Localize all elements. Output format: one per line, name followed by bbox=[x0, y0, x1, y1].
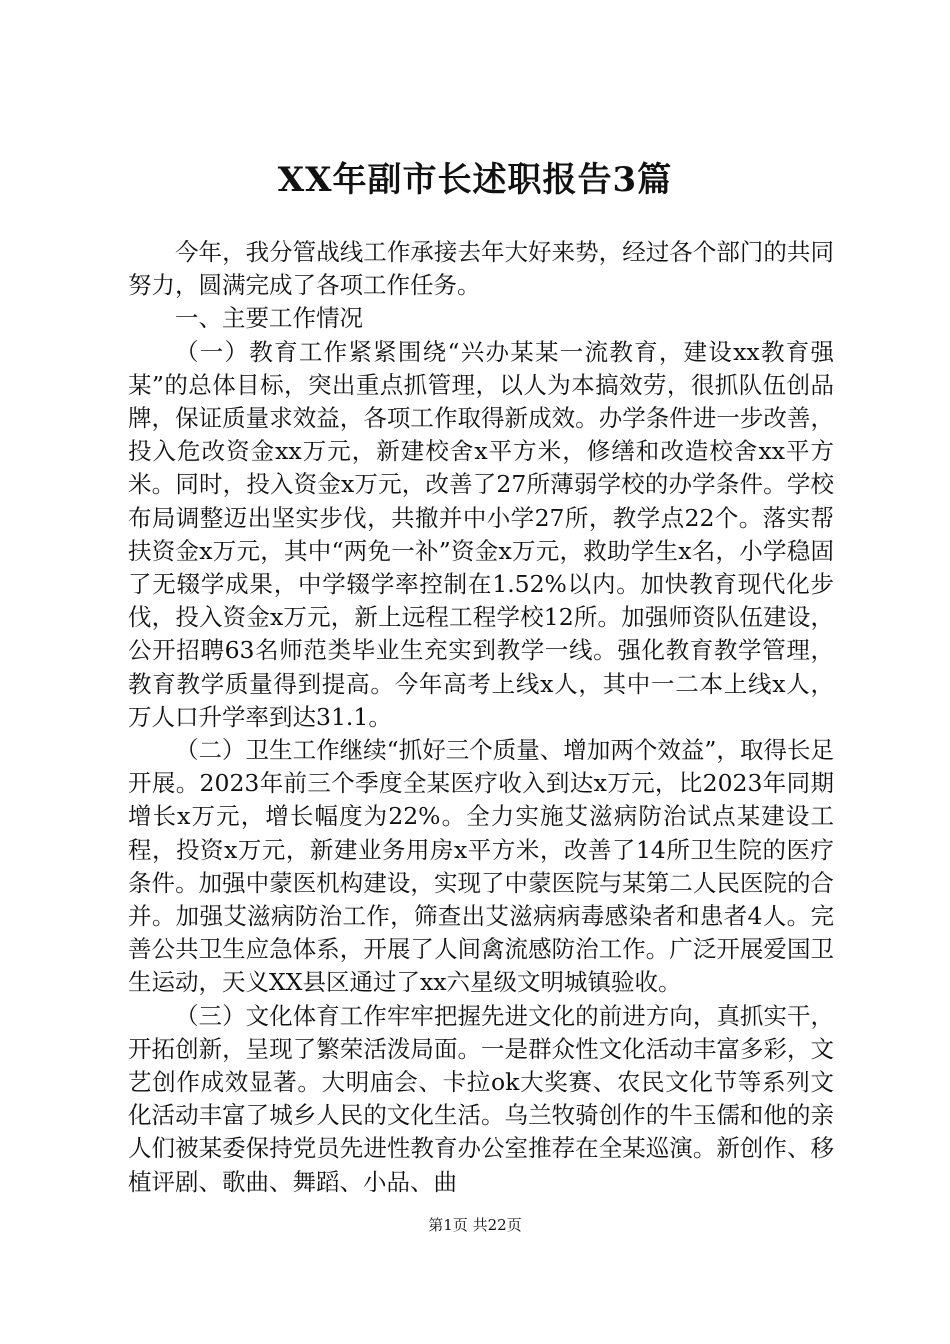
section-heading: 一、主要工作情况 bbox=[175, 304, 363, 333]
paragraph-health: （二）卫生工作继续“抓好三个质量、增加两个效益”，取得长足开展。2023年前三个季度全某医疗收入到达x万元，比2023年同期增长x万元，增长幅度为22%。全力实施艾滋病防治试点某建设工程，投资x万元，新建业务用房x平方米，改善了14所卫生院的医疗条件。加强中蒙医机构建设，实现了中蒙医院与某第二人民医院的合并。加强艾滋病防治工作，筛查出艾滋病病毒感染者和患者4人。完善公共卫生应急体系，开展了人间禽流感防治工作。广泛开展爱国卫生运动，天义XX县区通过了xx六星级文明城镇验收。 bbox=[128, 736, 834, 997]
page-footer: 第1页 共22页 bbox=[428, 1216, 522, 1234]
paragraph-culture: （三）文化体育工作牢牢把握先进文化的前进方向，真抓实干，开拓创新，呈现了繁荣活泼局面。一是群众性文化活动丰富多彩，文艺创作成效显著。大明庙会、卡拉ok大奖赛、农民文化节等系列文化活动丰富了城乡人民的文化生活。乌兰牧骑创作的牛玉儒和他的亲人们被某委保持党员先进性教育办公室推荐在全某巡演。新创作、移植评剧、歌曲、舞蹈、小品、曲 bbox=[128, 1001, 834, 1196]
paragraph-intro: 今年，我分管战线工作承接去年大好来势，经过各个部门的共同努力，圆满完成了各项工作任务。 bbox=[128, 238, 834, 300]
document-title: XX年副市长述职报告3篇 bbox=[277, 160, 673, 200]
document-body bbox=[128, 236, 834, 1199]
paragraph-education: （一）教育工作紧紧围绕“兴办某某一流教育，建设xx教育强某”的总体目标，突出重点抓管理，以人为本搞效劳，很抓队伍创品牌，保证质量求效益，各项工作取得新成效。办学条件进一步改善，投入危改资金xx万元，新建校舍x平方米，修缮和改造校舍xx平方米。同时，投入资金x万元，改善了27所薄弱学校的办学条件。学校布局调整迈出坚实步伐，共撤并中小学27所，教学点22个。落实帮扶资金x万元，其中“两免一补”资金x万元，救助学生x名，小学稳固了无辍学成果，中学辍学率控制在1.52%以内。加快教育现代化步伐，投入资金x万元，新上远程工程学校12所。加强师资队伍建设，公开招聘63名师范类毕业生充实到教学一线。强化教育教学管理，教育教学质量得到提高。今年高考上线x人，其中一二本上线x人，万人口升学率到达31.1。 bbox=[128, 337, 834, 731]
